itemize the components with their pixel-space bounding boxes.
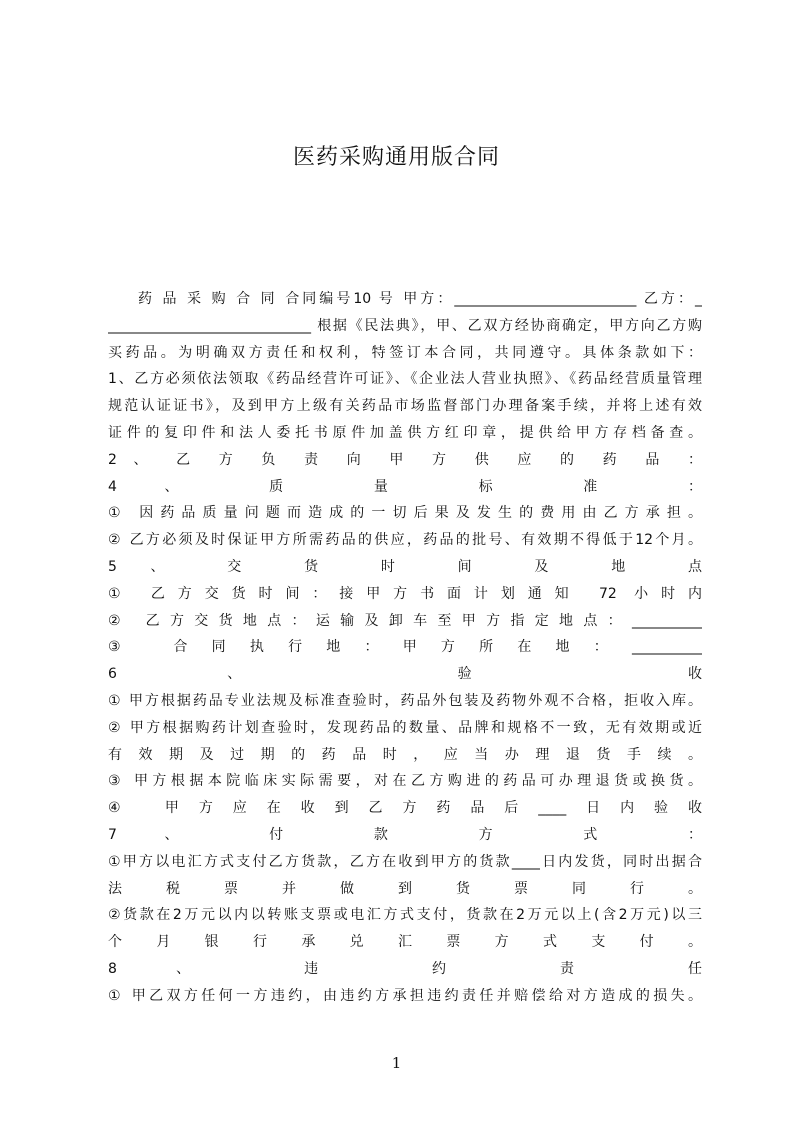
text-line: 买药品。为明确双方责任和权利，特签订本合同，共同遵守。具体条款如下： [108, 344, 702, 361]
text-line: ② 乙方交货地点：运输及卸车至甲方指定地点：__________ [108, 612, 702, 629]
text-line: ②货款在2万元以内以转账支票或电汇方式支付，货款在2万元以上(含2万元)以三 [108, 907, 702, 924]
text-line: 个 月 银 行 承 兑 汇 票 方 式 支 付 。 [108, 934, 702, 951]
text-line: ① 因药品质量问题而造成的一切后果及发生的费用由乙方承担。 [108, 505, 702, 522]
text-line: 法 税 票 并 做 到 货 票 同 行 。 [108, 880, 702, 897]
text-line: 规范认证证书》，及到甲方上级有关药品市场监督部门办理备案手续，并将上述有效 [108, 398, 702, 415]
text-line: 5 、 交 货 时 间 及 地 点 [108, 558, 702, 575]
document-title: 医药采购通用版合同 [292, 145, 500, 170]
text-line: ③ 甲方根据本院临床实际需要，对在乙方购进的药品可办理退货或换货。 [108, 773, 702, 790]
page-number: 1 [391, 1054, 402, 1072]
text-line: 药 品 采 购 合 同 合同编号10 号 甲方：__________________________ 乙方：_ [138, 291, 702, 307]
text-line: ① 乙方交货时间：接甲方书面计划通知 72 小时内 [108, 585, 702, 602]
contract-body [108, 286, 702, 1010]
text-line: 4 、 质 量 标 准 ： [108, 478, 702, 495]
text-line: 2 、 乙 方 负 责 向 甲 方 供 应 的 药 品 ： [108, 451, 702, 468]
text-line: 6 、 验 收 [108, 666, 702, 683]
text-line: ② 甲方根据购药计划查验时，发现药品的数量、品牌和规格不一致，无有效期或近 [108, 719, 702, 736]
text-line: _____________________________ 根据《民法典》，甲、乙双方经协商确定，甲方向乙方购 [108, 317, 702, 334]
text-line: 1、乙方必须依法领取《药品经营许可证》、《企业法人营业执照》、《药品经营质量管理 [108, 371, 702, 388]
text-line: ③ 合同执行地：甲方所在地：__________ [108, 639, 702, 656]
text-line: 7 、 付 款 方 式 ： [108, 826, 702, 843]
text-line: 8 、 违 约 责 任 [108, 960, 702, 977]
text-line: ①甲方以电汇方式支付乙方货款，乙方在收到甲方的货款____日内发货，同时出据合 [108, 853, 702, 870]
text-line: ① 甲乙双方任何一方违约，由违约方承担违约责任并赔偿给对方造成的损失。 [108, 987, 702, 1004]
text-line: 有 效 期 及 过 期 的 药 品 时 ， 应 当 办 理 退 货 手 续 。 [108, 746, 702, 763]
text-line: ④ 甲方应在收到乙方药品后____日内验收 [108, 800, 702, 817]
text-line: 证件的复印件和法人委托书原件加盖供方红印章，提供给甲方存档备查。 [108, 424, 702, 441]
text-line: ② 乙方必须及时保证甲方所需药品的供应，药品的批号、有效期不得低于12个月。 [108, 532, 702, 549]
text-line: ① 甲方根据药品专业法规及标准查验时，药品外包装及药物外观不合格，拒收入库。 [108, 692, 702, 709]
